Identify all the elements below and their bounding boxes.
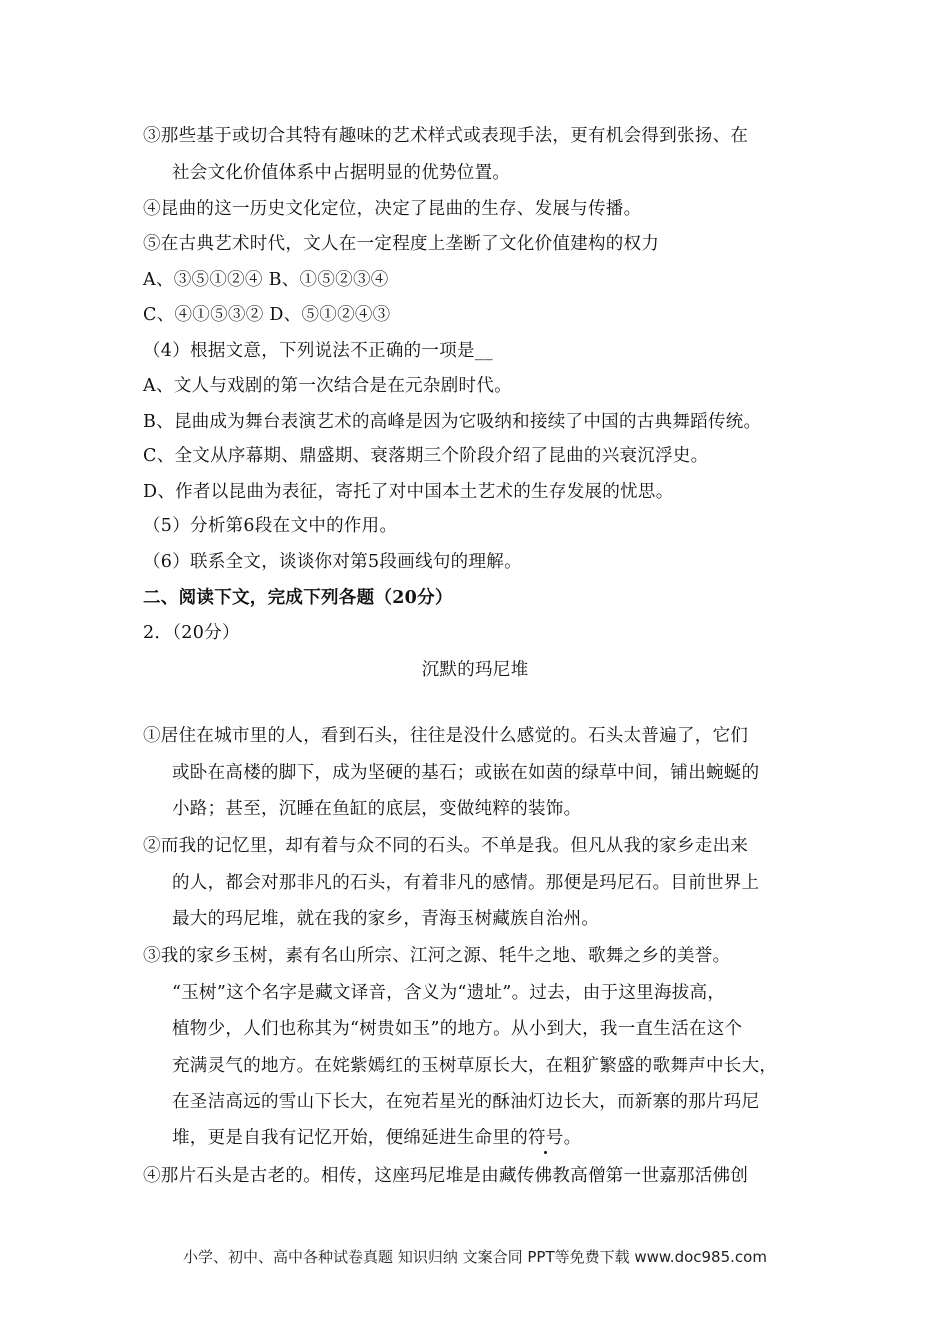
option-line: ④昆曲的这一历史文化定位，决定了昆曲的生存、发展与传播。 [143, 199, 642, 219]
essay-line: 充满灵气的地方。在姹紫嫣红的玉树草原长大，在粗犷繁盛的歌舞声中长大， [172, 1056, 778, 1076]
choice-b: B、昆曲成为舞台表演艺术的高峰是因为它吸纳和接续了中国的古典舞蹈传统。 [143, 412, 762, 432]
essay-line: 的人，都会对那非凡的石头，有着非凡的感情。那便是玛尼石。目前世界上 [172, 873, 760, 893]
section-heading: 二、阅读下文，完成下列各题（20分） [143, 588, 453, 608]
essay-line: 最大的玛尼堆，就在我的家乡，青海玉树藏族自治州。 [172, 909, 600, 929]
essay-punctuation: 。 [563, 1128, 582, 1148]
essay-line: 植物少，人们也称其为“树贵如玉”的地方。从小到大，我一直生活在这个 [172, 1019, 743, 1039]
choice-c: C、全文从序幕期、鼎盛期、衰落期三个阶段介绍了昆曲的兴衰沉浮史。 [143, 446, 709, 466]
emphasized-word: 符号 [528, 1128, 564, 1148]
question-5: （5）分析第6段在文中的作用。 [143, 516, 398, 536]
essay-line: ②而我的记忆里，却有着与众不同的石头。不单是我。但凡从我的家乡走出来 [143, 836, 749, 856]
choice-a: A、文人与戏剧的第一次结合是在元杂剧时代。 [143, 376, 512, 396]
essay-line: ④那片石头是古老的。相传，这座玛尼堆是由藏传佛教高僧第一世嘉那活佛创 [143, 1166, 749, 1186]
answer-choices: A、③⑤①②④ B、①⑤②③④ [143, 270, 389, 290]
question-6: （6）联系全文，谈谈你对第5段画线句的理解。 [143, 552, 522, 572]
choice-d: D、作者以昆曲为表征，寄托了对中国本土艺术的生存发展的忧思。 [143, 482, 674, 502]
essay-line: ①居住在城市里的人，看到石头，往往是没什么感觉的。石头太普遍了，它们 [143, 726, 749, 746]
essay-line: “玉树”这个名字是藏文译音，含义为“遗址”。过去，由于这里海拔高， [172, 983, 726, 1003]
question-4: （4）根据文意，下列说法不正确的一项是__ [143, 341, 493, 361]
essay-line: 小路；甚至，沉睡在鱼缸的底层，变做纯粹的装饰。 [172, 799, 582, 819]
essay-line [172, 1127, 581, 1149]
option-line: 社会文化价值体系中占据明显的优势位置。 [172, 163, 511, 183]
essay-title: 沉默的玛尼堆 [421, 660, 529, 680]
essay-line: 或卧在高楼的脚下，成为坚硬的基石；或嵌在如茵的绿草中间，铺出蜿蜒的 [172, 763, 760, 783]
question-number: 2．（20分） [143, 623, 240, 643]
essay-text: 堆，更是自我有记忆开始，便绵延进生命里的 [172, 1128, 528, 1148]
answer-choices: C、④①⑤③② D、⑤①②④③ [143, 305, 391, 325]
option-line: ③那些基于或切合其特有趣味的艺术样式或表现手法，更有机会得到张扬、在 [143, 126, 749, 146]
essay-line: ③我的家乡玉树，素有名山所宗、江河之源、牦牛之地、歌舞之乡的美誉。 [143, 946, 731, 966]
option-line: ⑤在古典艺术时代，文人在一定程度上垄断了文化价值建构的权力 [143, 234, 660, 254]
footer-advert: 小学、初中、高中各种试卷真题 知识归纳 文案合同 PPT等免费下载 www.doc985.com [183, 1248, 767, 1266]
essay-line: 在圣洁高远的雪山下长大，在宛若星光的酥油灯边长大，而新寨的那片玛尼 [172, 1092, 760, 1112]
